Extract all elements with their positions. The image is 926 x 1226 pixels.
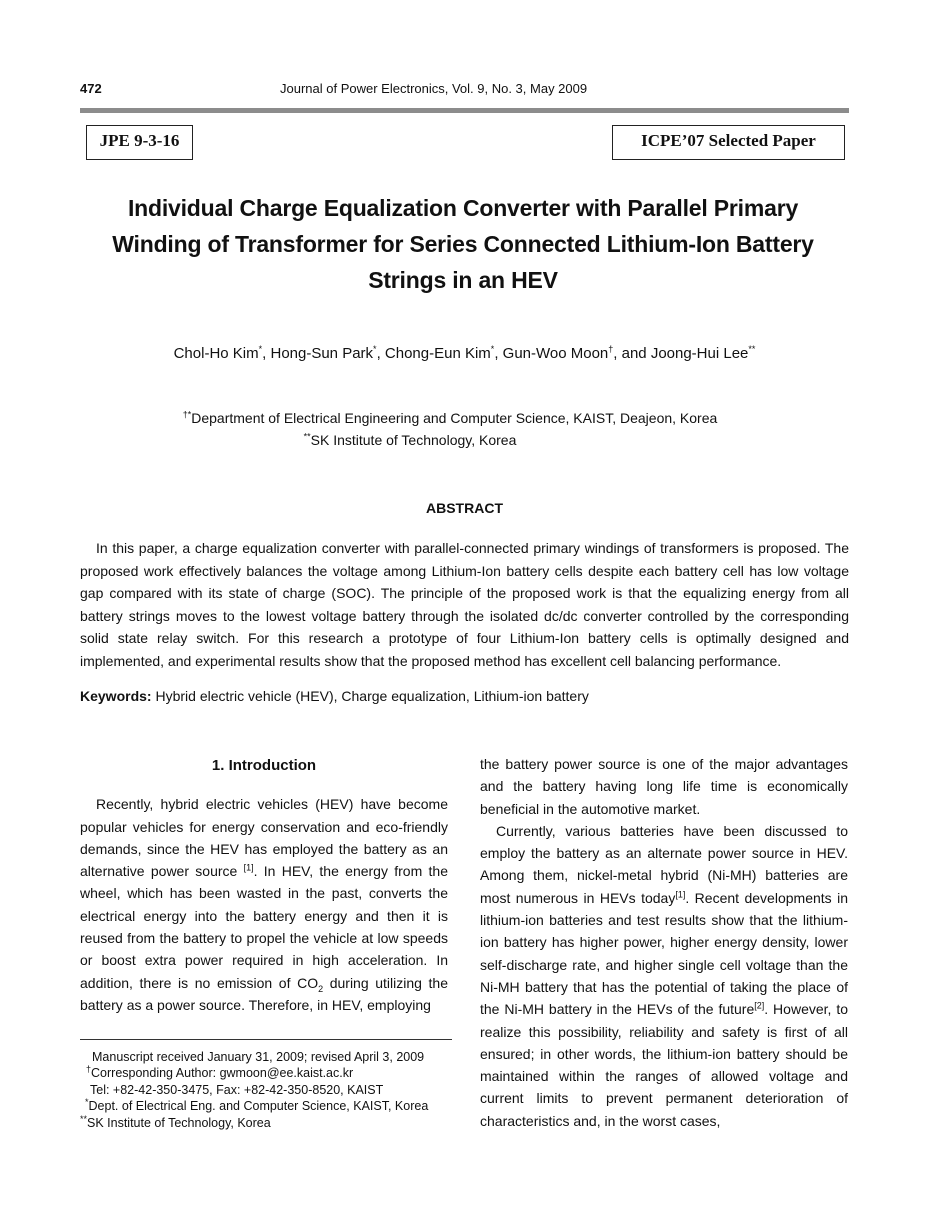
footnote-rule	[80, 1039, 452, 1040]
paragraph-text: . In HEV, the energy from the wheel, which has been wasted in the past, converts the electrical energy into the battery energy and then it is reused from the battery to propel the vehicle at low speeds or boost extra power required in high acceleration. In addition, there is no emission of CO	[80, 863, 448, 991]
abstract-body: In this paper, a charge equalization converter with parallel-connected primary windings of transformers is proposed. The proposed work effectively balances the voltage among Lithium-Ion battery cells despite each battery cell has low voltage gap compared with its state of charge (SOC). The principle of the proposed work is that the equalizing energy from all battery strings moves to the lowest voltage battery through the isolated dc/dc converter controlled by the corresponding solid state relay switch. For this research a prototype of four Lithium-Ion battery cells is optimally designed and implemented, and experimental results show that the proposed method has excellent cell balancing performance.	[80, 540, 849, 669]
affiliation	[80, 432, 740, 448]
author-name: Gun-Woo Moon	[502, 345, 609, 362]
citation-ref: [1]	[675, 889, 686, 900]
author-separator: ,	[376, 345, 385, 362]
affiliation-text: SK Institute of Technology, Korea	[310, 432, 517, 448]
author-mark: *	[373, 344, 377, 354]
subscript: 2	[318, 983, 324, 994]
footnote-mark: *	[85, 1097, 89, 1108]
footnote	[80, 1049, 460, 1065]
paragraph-text: . However, to realize this possibility, reliability and safety is first of all ensured; in other words, the lithium-ion battery should be maintained within the ranges of allowed voltage and current limits to prevent permanent deterioration of characteristics and, in the worst cases,	[480, 1001, 848, 1129]
keywords	[80, 688, 849, 704]
footnote	[80, 1115, 460, 1131]
author-mark: *	[258, 344, 263, 354]
author-name: Chol-Ho Kim	[173, 345, 259, 362]
body-paragraph	[80, 793, 448, 1016]
header-rule	[80, 108, 849, 113]
footnote	[80, 1082, 460, 1098]
footnotes	[80, 1049, 460, 1131]
footnote-text: Tel: +82-42-350-3475, Fax: +82-42-350-8520, KAIST	[90, 1082, 384, 1097]
affiliation-text: Department of Electrical Engineering and Computer Science, KAIST, Deajeon, Korea	[191, 410, 718, 426]
left-column	[80, 755, 448, 1016]
footnote-text: SK Institute of Technology, Korea	[87, 1115, 271, 1130]
author-list	[80, 345, 849, 362]
author-separator: ,	[494, 345, 503, 362]
footnote	[80, 1065, 460, 1081]
paper-title: Individual Charge Equalization Converter with Parallel Primary Winding of Transformer for Series Connected Lithium-Ion Battery Strings in an HEV	[112, 195, 814, 293]
footnote	[80, 1098, 460, 1114]
abstract-heading: ABSTRACT	[426, 500, 503, 516]
body-paragraph: the battery power source is one of the major advantages and the battery having long life time is economically beneficial in the automotive market.	[480, 756, 848, 817]
citation-ref: [2]	[754, 1000, 765, 1011]
citation-ref: [1]	[243, 862, 254, 873]
affiliation-mark: †*	[182, 409, 192, 420]
paragraph-text: during utilizing the battery as a power source. Therefore, in HEV, employing	[80, 974, 448, 1013]
keywords-text: Hybrid electric vehicle (HEV), Charge equalization, Lithium-ion battery	[155, 688, 589, 704]
author-name: Joong-Hui Lee	[650, 345, 749, 362]
paragraph-text: . Recent developments in lithium-ion batteries and test results show that the lithium-ion battery has higher power, higher energy density, lower self-discharge rate, and higher single cell voltage than the Ni-MH battery that has the potential of taking the place of the Ni-MH battery in the HEVs of the future	[480, 889, 848, 1018]
author-separator: , and	[613, 345, 651, 362]
author-mark: **	[748, 344, 756, 354]
author-separator: ,	[262, 345, 271, 362]
article-id-box: JPE 9-3-16	[86, 125, 193, 160]
footnote-mark: **	[80, 1113, 88, 1124]
footnote-mark: †	[86, 1064, 92, 1075]
footnote-text: Dept. of Electrical Eng. and Computer Science, KAIST, Korea	[88, 1099, 429, 1114]
author-name: Hong-Sun Park	[270, 345, 374, 362]
page-number: 472	[80, 81, 102, 96]
affiliation	[80, 410, 820, 426]
author-name: Chong-Eun Kim	[384, 345, 491, 362]
paragraph-text: Currently, various batteries have been discussed to employ the battery as an alternate power source in HEV. Among them, nickel-metal hybrid (Ni-MH) batteries are most numerous in HEVs today	[480, 822, 848, 906]
right-column	[480, 753, 848, 1132]
footnote-text: Corresponding Author: gwmoon@ee.kaist.ac.kr	[91, 1066, 354, 1081]
selected-paper-box: ICPE’07 Selected Paper	[612, 125, 845, 160]
keywords-label: Keywords:	[80, 688, 152, 704]
footnote-text: Manuscript received January 31, 2009; revised April 3, 2009	[92, 1050, 425, 1064]
affiliation-mark: **	[303, 431, 311, 442]
body-paragraph	[480, 820, 848, 1132]
paragraph-text: Recently, hybrid electric vehicles (HEV) have become popular vehicles for energy conservation and eco-friendly demands, since the HEV has employed the battery as an alternative power source	[80, 796, 448, 880]
author-mark: †	[608, 344, 614, 354]
author-mark: *	[490, 344, 495, 354]
section-heading: 1. Introduction	[211, 757, 317, 774]
journal-running-head: Journal of Power Electronics, Vol. 9, No. 3, May 2009	[280, 81, 588, 96]
